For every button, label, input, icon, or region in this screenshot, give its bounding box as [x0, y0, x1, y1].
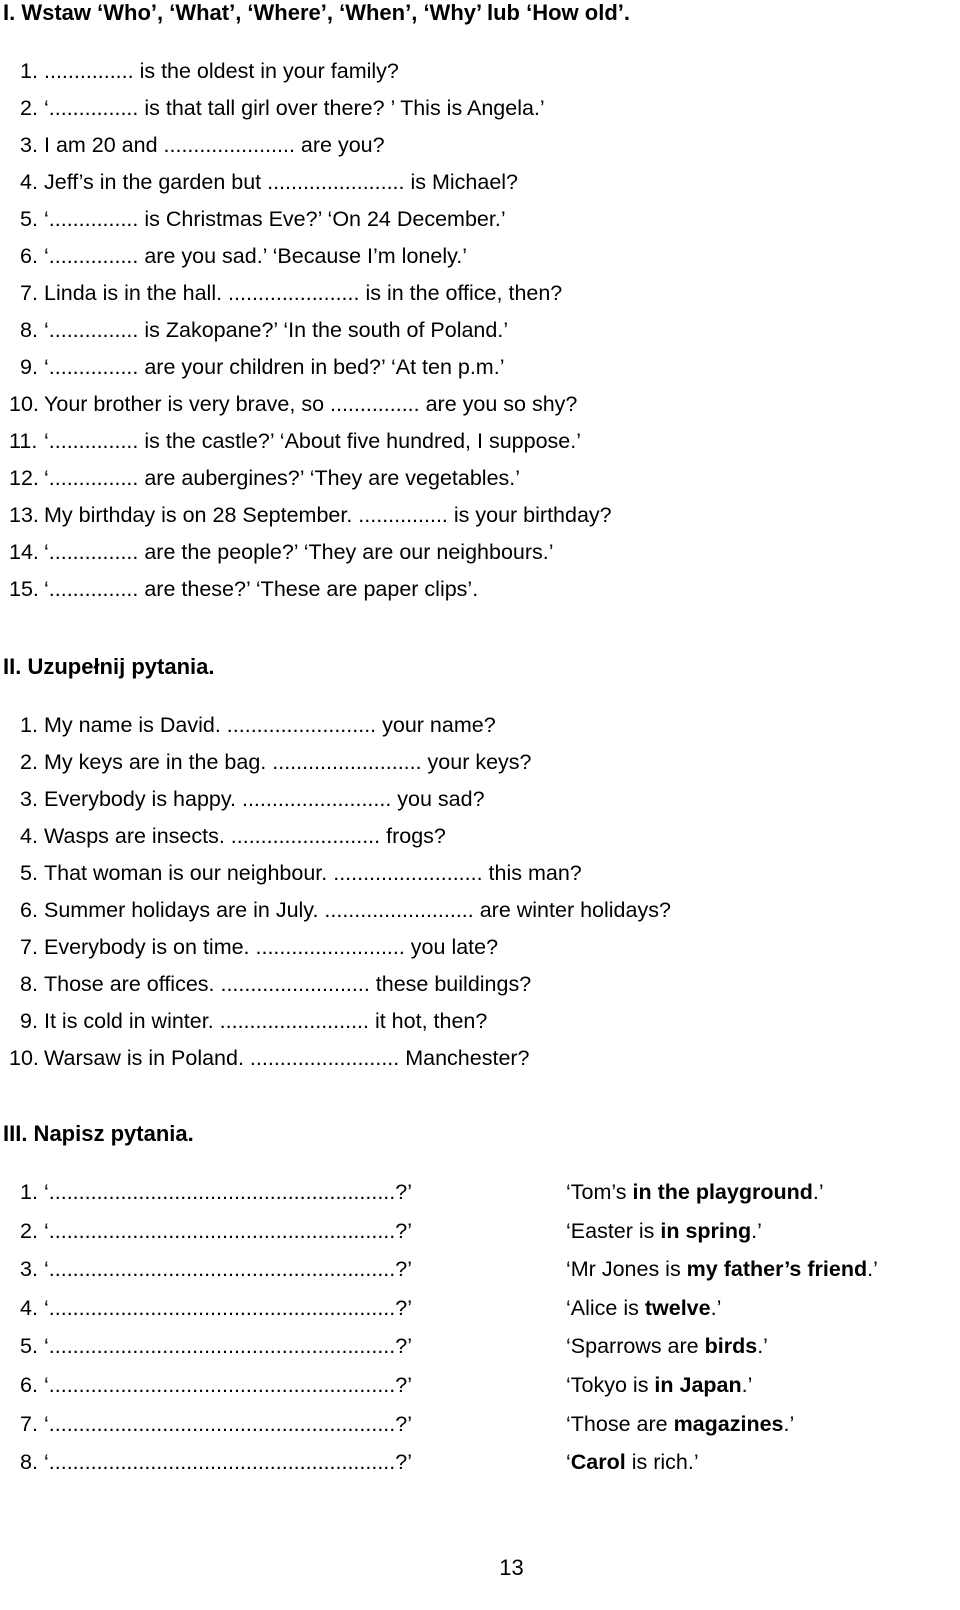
question-blank: ‘..........................................................?’	[44, 1257, 412, 1282]
item-text: My birthday is on 28 September. ............... is your birthday?	[44, 503, 612, 527]
item-number: 7.	[20, 281, 38, 305]
answer-plain: .’	[757, 1334, 768, 1359]
item-number: 1.	[20, 1180, 38, 1204]
item-number: 7.	[20, 1411, 38, 1436]
question-blank: ‘..........................................................?’	[44, 1180, 412, 1204]
answer-plain: ‘Alice is	[566, 1295, 645, 1320]
question-blank: ‘..........................................................?’	[44, 1295, 412, 1320]
answer-plain: ‘	[566, 1450, 571, 1475]
answer-plain: .’	[751, 1218, 762, 1243]
answer-text	[566, 1409, 794, 1439]
answer-text	[566, 1216, 762, 1246]
item-number: 9.	[20, 355, 38, 379]
item-number: 10.	[9, 1046, 39, 1070]
item-number: 6.	[20, 244, 38, 268]
answer-text	[566, 1177, 824, 1207]
item-number: 8.	[20, 318, 38, 342]
answer-plain: ‘Sparrows are	[566, 1334, 705, 1359]
item-text: Warsaw is in Poland. ......................... Manchester?	[44, 1046, 530, 1070]
question-blank: ‘..........................................................?’	[44, 1218, 412, 1243]
answer-bold: in Japan	[654, 1372, 742, 1397]
item-text: ‘............... is Christmas Eve?’ ‘On 24 December.’	[44, 207, 506, 231]
item-text: It is cold in winter. ......................... it hot, then?	[44, 1009, 488, 1033]
item-number: 2.	[20, 1218, 38, 1243]
answer-text	[566, 1370, 752, 1400]
question-blank: ‘..........................................................?’	[44, 1372, 412, 1397]
item-text: That woman is our neighbour. ......................... this man?	[44, 861, 582, 885]
item-text: Summer holidays are in July. ......................... are winter holidays?	[44, 898, 671, 922]
item-number: 3.	[20, 1257, 38, 1282]
item-number: 5.	[20, 1334, 38, 1359]
item-text: ‘............... are the people?’ ‘They are our neighbours.’	[44, 540, 554, 564]
item-number: 1.	[20, 713, 38, 737]
item-number: 8.	[20, 1450, 38, 1475]
item-number: 7.	[20, 935, 38, 959]
section-3-heading: III. Napisz pytania.	[3, 1121, 194, 1146]
answer-text	[566, 1293, 721, 1323]
item-text: I am 20 and ...................... are you?	[44, 133, 385, 157]
item-text: Your brother is very brave, so ............... are you so shy?	[44, 392, 578, 416]
answer-bold: twelve	[644, 1295, 711, 1320]
item-number: 1.	[20, 59, 38, 83]
answer-bold: in spring	[660, 1218, 752, 1243]
page-number: 13	[499, 1555, 524, 1580]
item-text: ‘............... are you sad.’ ‘Because I’m lonely.’	[44, 244, 468, 268]
item-number: 10.	[9, 392, 39, 416]
answer-text	[566, 1447, 699, 1477]
item-number: 14.	[9, 540, 39, 564]
answer-text	[566, 1254, 878, 1284]
section-2-heading: II. Uzupełnij pytania.	[3, 654, 215, 679]
section-1-heading: I. Wstaw ‘Who’, ‘What’, ‘Where’, ‘When’, ‘Why’ lub ‘How old’.	[3, 0, 630, 25]
answer-plain: .’	[783, 1411, 795, 1436]
item-text: ‘............... is that tall girl over there? ’ This is Angela.’	[44, 96, 545, 120]
item-number: 2.	[20, 96, 38, 120]
question-blank: ‘..........................................................?’	[44, 1450, 412, 1475]
item-text: My name is David. ......................... your name?	[44, 713, 496, 737]
answer-plain: .’	[741, 1372, 753, 1397]
item-number: 8.	[20, 972, 38, 996]
item-text: Wasps are insects. ......................... frogs?	[44, 824, 446, 848]
item-text: Jeff’s in the garden but ....................... is Michael?	[44, 170, 519, 194]
item-number: 2.	[20, 750, 38, 774]
item-number: 6.	[20, 898, 38, 922]
item-number: 3.	[20, 133, 38, 157]
item-number: 3.	[20, 787, 38, 811]
item-text: ............... is the oldest in your family?	[44, 59, 399, 83]
answer-plain: .’	[710, 1295, 722, 1320]
question-blank: ‘..........................................................?’	[44, 1411, 412, 1436]
item-number: 5.	[20, 207, 38, 231]
item-number: 13.	[9, 503, 39, 527]
item-text: ‘............... are your children in bed?’ ‘At ten p.m.’	[44, 355, 505, 379]
answer-bold: birds	[704, 1334, 758, 1359]
item-text: ‘............... is Zakopane?’ ‘In the south of Poland.’	[44, 318, 509, 342]
answer-bold: magazines	[673, 1411, 784, 1436]
question-blank: ‘..........................................................?’	[44, 1334, 412, 1359]
answer-text	[566, 1331, 768, 1361]
item-number: 11.	[9, 429, 38, 453]
answer-plain: .’	[812, 1180, 824, 1204]
answer-bold: in the playground	[632, 1180, 813, 1204]
item-number: 9.	[20, 1009, 38, 1033]
item-number: 15.	[9, 577, 39, 601]
item-number: 4.	[20, 1295, 38, 1320]
item-number: 5.	[20, 861, 38, 885]
answer-plain: ‘Easter is	[566, 1218, 661, 1243]
answer-plain: .’	[867, 1257, 878, 1282]
item-text: ‘............... is the castle?’ ‘About five hundred, I suppose.’	[44, 429, 581, 453]
item-text: Everybody is on time. ......................... you late?	[44, 935, 499, 959]
item-text: Those are offices. ......................... these buildings?	[44, 972, 532, 996]
item-number: 4.	[20, 824, 38, 848]
answer-plain: ‘Tokyo is	[566, 1372, 655, 1397]
item-number: 4.	[20, 170, 38, 194]
item-text: ‘............... are aubergines?’ ‘They are vegetables.’	[44, 466, 521, 490]
answer-plain: ‘Mr Jones is	[566, 1257, 687, 1282]
item-text: My keys are in the bag. ......................... your keys?	[44, 750, 532, 774]
answer-bold: Carol	[570, 1450, 626, 1475]
item-text: Linda is in the hall. ...................... is in the office, then?	[44, 281, 563, 305]
item-text: Everybody is happy. ......................... you sad?	[44, 787, 485, 811]
answer-plain: ‘Tom’s	[566, 1180, 633, 1204]
item-number: 12.	[9, 466, 39, 490]
answer-plain: ‘Those are	[566, 1411, 674, 1436]
item-text: ‘............... are these?’ ‘These are paper clips’.	[44, 577, 479, 601]
item-number: 6.	[20, 1372, 38, 1397]
answer-plain: is rich.’	[625, 1450, 699, 1475]
answer-bold: my father’s friend	[686, 1257, 868, 1282]
